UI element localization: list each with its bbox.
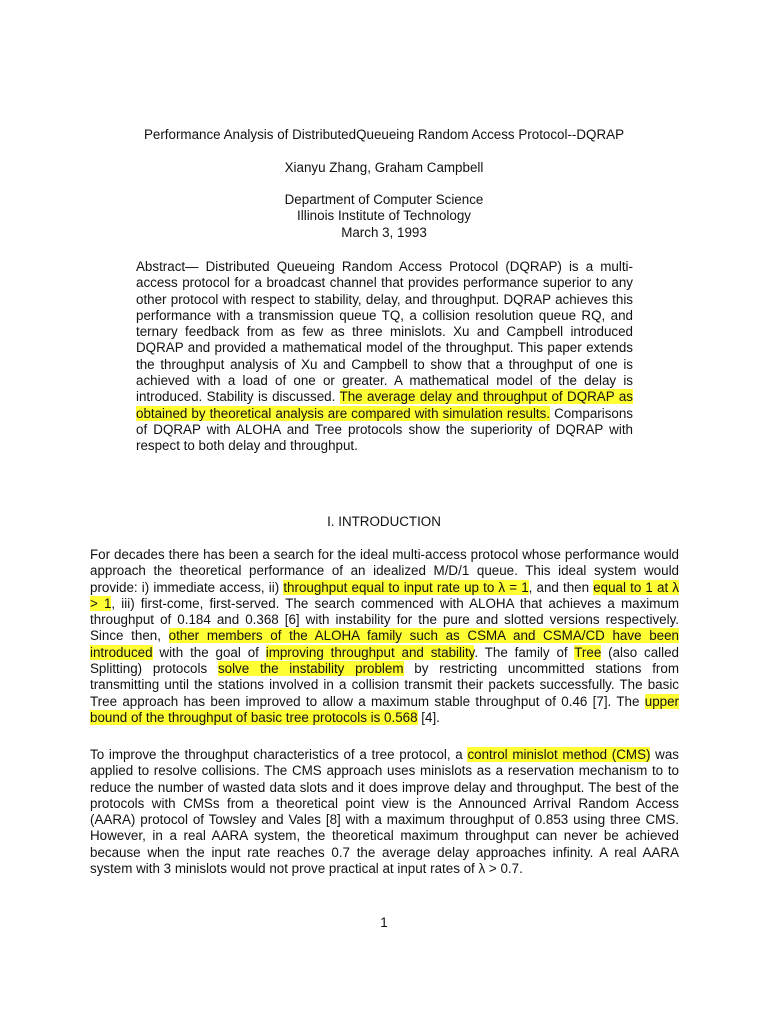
section-heading: I. INTRODUCTION xyxy=(327,514,441,529)
para2-highlight: control minislot method (CMS) xyxy=(467,747,651,762)
affiliation-block xyxy=(0,192,768,241)
para1-highlight: equal to 1 at λ > 1 xyxy=(90,579,679,611)
para1-text: [4]. xyxy=(417,709,440,725)
para1-text: , iii) first-come, first-served. The search commenced with ALOHA that achieves a maximum throughput of 0.184 and 0.368 [6] with instability for the pure and slotted versions respectively. Since then, xyxy=(90,595,679,644)
abstract xyxy=(136,259,633,455)
introduction-paragraph-1 xyxy=(90,547,679,726)
affiliation-department: Department of Computer Science xyxy=(284,192,484,207)
para1-highlight: throughput equal to input rate up to λ = 1 xyxy=(283,579,529,595)
para1-text: with the goal of xyxy=(152,644,266,660)
paper-authors: Xianyu Zhang, Graham Campbell xyxy=(284,160,484,175)
para1-text: For decades there has been a search for the ideal multi-access protocol whose performance would approach the theoretical performance of an idealized M/D/1 queue. This ideal system would provide: i) immediate access, ii) xyxy=(90,547,679,595)
abstract-highlight: The average delay and throughput of DQRAP as obtained by theoretical analysis are compared with simulation results. xyxy=(136,389,633,421)
paper-title: Performance Analysis of DistributedQueueing Random Access Protocol--DQRAP xyxy=(143,127,625,142)
para1-text: , and then xyxy=(528,579,594,595)
para1-highlight: Tree xyxy=(574,644,602,660)
affiliation-institute: Illinois Institute of Technology xyxy=(297,208,471,224)
abstract-text: Abstract— Distributed Queueing Random Access Protocol (DQRAP) is a multi-access protocol for a broadcast channel that provides performance superior to any other protocol with respect to stability, delay, and throughput. DQRAP achieves this performance with a transmission queue TQ, a collision resolution queue RQ, and ternary feedback from as few as three minislots. Xu and Campbell introduced DQRAP and provided a mathematical model of the throughput. This paper extends the throughput analysis of Xu and Campbell to show that a throughput of one is achieved with a load of one or greater. A mathematical model of the delay is introduced. Stability is discussed. xyxy=(136,259,633,405)
para2-text: was applied to resolve collisions. The CMS approach uses minislots as a reservation mechanism to to reduce the number of wasted data slots and it does improve delay and throughput. The best of the protocols with CMSs from a theoretical point view is the Announced Arrival Random Access (AARA) protocol of Towsley and Vales [8] with a maximum throughput of 0.853 using three CMS. However, in a real AARA system, the theoretical maximum throughput can never be achieved because when the input rate reaches 0.7 the average delay approaches infinity. A real AARA system with 3 minislots would not prove practical at input rates of λ > 0.7. xyxy=(90,747,679,877)
affiliation-date: March 3, 1993 xyxy=(341,224,427,240)
para1-text: . The family of xyxy=(474,644,575,660)
para1-text: by restricting uncommitted stations from transmitting until the stations involved in a collision transmit their packets successfully. The basic Tree approach has been improved to allow a maximum stable throughput of 0.46 [7]. The xyxy=(90,661,679,709)
para1-highlight: improving throughput and stability xyxy=(265,644,475,660)
para1-text: (also called Splitting) protocols xyxy=(90,644,679,677)
page-number: 1 xyxy=(380,915,388,930)
abstract-text-end: Comparisons of DQRAP with ALOHA and Tree protocols show the superiority of DQRAP with respect to both delay and throughput. xyxy=(136,405,633,454)
para1-highlight: solve the instability problem xyxy=(217,661,404,677)
para1-highlight: other members of the ALOHA family such as CSMA and CSMA/CD have been introduced xyxy=(90,628,679,660)
introduction-paragraph-2 xyxy=(90,747,679,877)
para1-highlight: upper bound of the throughput of basic tree protocols is 0.568 xyxy=(90,693,679,725)
para2-text: To improve the throughput characteristics of a tree protocol, a xyxy=(90,747,468,762)
